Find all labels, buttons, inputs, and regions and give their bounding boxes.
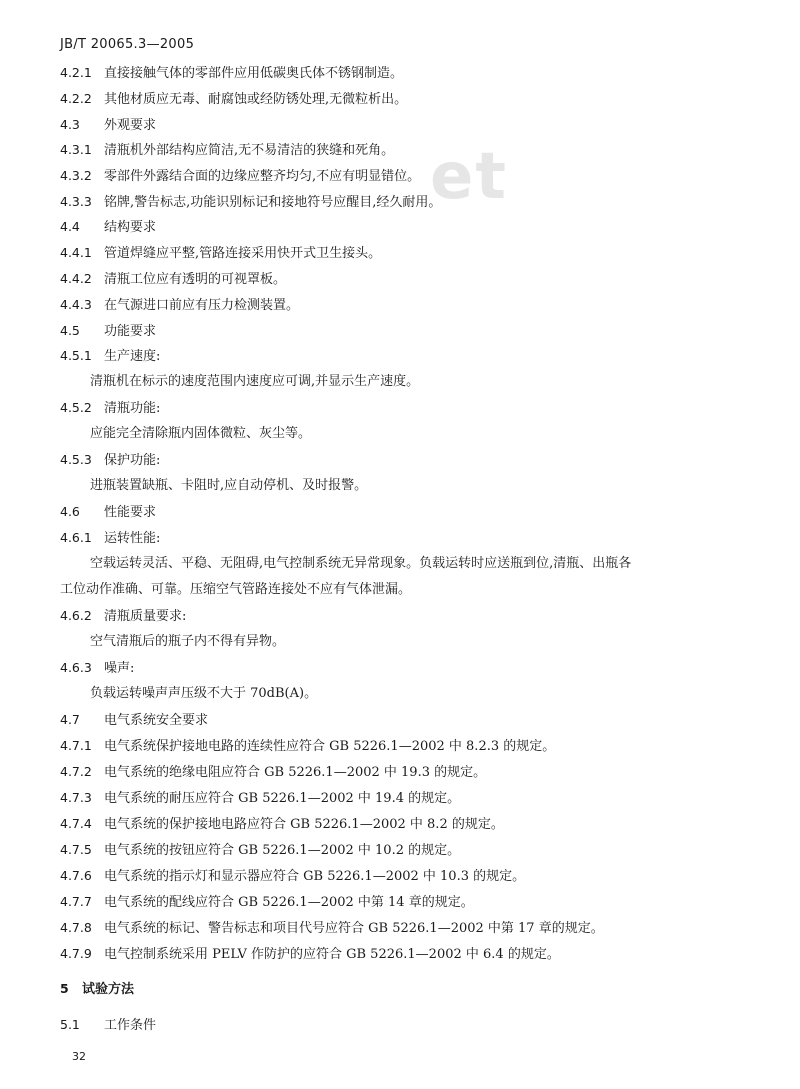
clause-text-line xyxy=(60,581,411,599)
clause-line xyxy=(60,711,208,730)
clause-text: 电气系统的保护接地电路应符合 GB 5226.1—2002 中 8.2 的规定。 xyxy=(104,817,504,832)
clause-line xyxy=(60,347,160,366)
clause-number: 4.7.3 xyxy=(60,790,92,805)
clause-line xyxy=(60,659,134,678)
clause-text: 电气系统的配线应符合 GB 5226.1—2002 中第 14 章的规定。 xyxy=(104,895,474,910)
clause-text-line xyxy=(90,425,311,443)
clause-line xyxy=(60,167,420,186)
clause-number: 5 xyxy=(60,981,69,996)
clause-line xyxy=(60,399,160,418)
clause-text: 结构要求 xyxy=(104,220,157,235)
clause-text: 生产速度: xyxy=(104,349,161,364)
clause-line xyxy=(60,503,156,522)
clause-text: 电气系统的耐压应符合 GB 5226.1—2002 中 19.4 的规定。 xyxy=(104,791,461,806)
clause-text: 电气系统的标记、警告标志和项目代号应符合 GB 5226.1—2002 中第 17 章的规定。 xyxy=(104,921,604,936)
clause-line xyxy=(60,90,407,109)
clause-text: 空气清瓶后的瓶子内不得有异物。 xyxy=(90,634,286,649)
clause-text: 在气源进口前应有压力检测装置。 xyxy=(104,298,300,313)
clause-number: 4.2.2 xyxy=(60,91,92,106)
clause-number: 4.7.8 xyxy=(60,920,92,935)
clause-text: 功能要求 xyxy=(104,324,157,339)
clause-text: 清瓶工位应有透明的可视罩板。 xyxy=(104,272,287,287)
clause-line xyxy=(60,141,394,160)
clause-text: 铭牌,警告标志,功能识别标记和接地符号应醒目,经久耐用。 xyxy=(104,195,442,210)
clause-text: 清瓶功能: xyxy=(104,401,161,416)
clause-line xyxy=(60,116,156,135)
clause-text: 工位动作准确、可靠。压缩空气管路连接处不应有气体泄漏。 xyxy=(60,582,412,597)
clause-number: 4.7.6 xyxy=(60,868,92,883)
clause-text: 负载运转噪声声压级不大于 70dB(A)。 xyxy=(90,686,318,701)
section-heading xyxy=(60,980,134,999)
clause-text: 清瓶质量要求: xyxy=(104,609,187,624)
clause-number: 4.4.3 xyxy=(60,297,92,312)
clause-number: 4.3.3 xyxy=(60,194,92,209)
clause-text-line xyxy=(90,373,419,391)
clause-number: 4.7.7 xyxy=(60,894,92,909)
clause-number: 4.4.2 xyxy=(60,271,92,286)
clause-line xyxy=(60,1016,156,1035)
clause-text: 其他材质应无毒、耐腐蚀或经防锈处理,无微粒析出。 xyxy=(104,92,408,107)
clause-number: 4.5.3 xyxy=(60,452,92,467)
clause-text: 噪声: xyxy=(104,661,135,676)
clause-line xyxy=(60,737,555,756)
clause-line xyxy=(60,867,525,886)
page-number: 32 xyxy=(72,1050,86,1063)
clause-number: 4.5.2 xyxy=(60,400,92,415)
clause-text: 清瓶机外部结构应简洁,无不易清洁的狭缝和死角。 xyxy=(104,143,395,158)
clause-number: 5.1 xyxy=(60,1017,80,1032)
clause-line xyxy=(60,64,403,83)
clause-number: 4.3.2 xyxy=(60,168,92,183)
clause-line xyxy=(60,451,160,470)
clause-number: 4.7.4 xyxy=(60,816,92,831)
watermark: et xyxy=(430,140,508,214)
clause-number: 4.4.1 xyxy=(60,245,92,260)
clause-line xyxy=(60,607,186,626)
clause-line xyxy=(60,789,460,808)
clause-text: 保护功能: xyxy=(104,453,161,468)
clause-text: 空载运转灵活、平稳、无阻碍,电气控制系统无异常现象。负载运转时应送瓶到位,清瓶、出瓶各 xyxy=(90,556,632,571)
clause-text: 电气系统保护接地电路的连续性应符合 GB 5226.1—2002 中 8.2.3 的规定。 xyxy=(104,739,556,754)
clause-text: 直接接触气体的零部件应用低碳奥氏体不锈钢制造。 xyxy=(104,66,404,81)
clause-text-line xyxy=(90,555,631,573)
standard-header: JB/T 20065.3—2005 xyxy=(60,37,195,52)
clause-number: 4.7 xyxy=(60,712,80,727)
clause-line xyxy=(60,218,156,237)
clause-number: 4.7.5 xyxy=(60,842,92,857)
clause-text: 性能要求 xyxy=(104,505,157,520)
clause-number: 4.6 xyxy=(60,504,80,519)
clause-line xyxy=(60,893,474,912)
clause-text: 零部件外露结合面的边缘应整齐均匀,不应有明显错位。 xyxy=(104,169,421,184)
clause-text: 运转性能: xyxy=(104,531,161,546)
clause-number: 4.5.1 xyxy=(60,348,92,363)
clause-line xyxy=(60,193,441,212)
clause-line xyxy=(60,945,560,964)
clause-number: 4.4 xyxy=(60,219,80,234)
clause-number: 4.6.1 xyxy=(60,530,92,545)
clause-line xyxy=(60,919,604,938)
clause-text: 电气控制系统采用 PELV 作防护的应符合 GB 5226.1—2002 中 6.4 的规定。 xyxy=(104,947,560,962)
clause-text-line xyxy=(90,685,317,703)
clause-number: 4.7.2 xyxy=(60,764,92,779)
clause-line xyxy=(60,529,160,548)
clause-number: 4.3.1 xyxy=(60,142,92,157)
clause-text: 电气系统的按钮应符合 GB 5226.1—2002 中 10.2 的规定。 xyxy=(104,843,461,858)
clause-text: 管道焊缝应平整,管路连接采用快开式卫生接头。 xyxy=(104,246,382,261)
clause-number: 4.7.9 xyxy=(60,946,92,961)
clause-number: 4.6.3 xyxy=(60,660,92,675)
clause-text: 电气系统的绝缘电阻应符合 GB 5226.1—2002 中 19.3 的规定。 xyxy=(104,765,487,780)
clause-line xyxy=(60,841,460,860)
clause-line xyxy=(60,296,299,315)
clause-number: 4.6.2 xyxy=(60,608,92,623)
clause-number: 4.5 xyxy=(60,323,80,338)
clause-text: 外观要求 xyxy=(104,118,157,133)
clause-text: 电气系统安全要求 xyxy=(104,713,209,728)
clause-line xyxy=(60,244,381,263)
clause-text: 应能完全清除瓶内固体微粒、灰尘等。 xyxy=(90,426,312,441)
clause-number: 4.3 xyxy=(60,117,80,132)
clause-text: 进瓶装置缺瓶、卡阻时,应自动停机、及时报警。 xyxy=(90,478,368,493)
clause-line xyxy=(60,815,504,834)
clause-text: 试验方法 xyxy=(82,982,135,997)
clause-text-line xyxy=(90,633,285,651)
clause-line xyxy=(60,322,156,341)
clause-number: 4.2.1 xyxy=(60,65,92,80)
clause-line xyxy=(60,270,286,289)
clause-text: 清瓶机在标示的速度范围内速度应可调,并显示生产速度。 xyxy=(90,374,420,389)
clause-text: 工作条件 xyxy=(104,1018,157,1033)
clause-number: 4.7.1 xyxy=(60,738,92,753)
clause-line xyxy=(60,763,486,782)
clause-text-line xyxy=(90,477,367,495)
clause-text: 电气系统的指示灯和显示器应符合 GB 5226.1—2002 中 10.3 的规定。 xyxy=(104,869,526,884)
